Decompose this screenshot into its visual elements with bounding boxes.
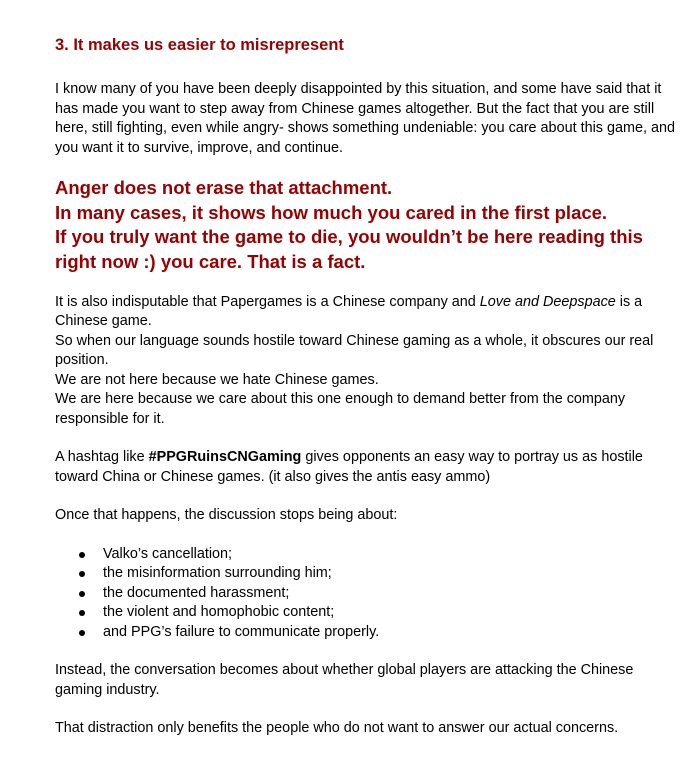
paragraph-instead: Instead, the conversation becomes about whether global players are attacking the Chinese gaming industry. — [55, 662, 634, 698]
paragraph-company — [55, 293, 680, 332]
paragraph-hashtag — [55, 448, 680, 487]
bullet-icon — [79, 591, 85, 597]
list-item-text: the documented harassment; — [103, 584, 290, 601]
text-segment: A hashtag like — [55, 449, 149, 466]
paragraph-care: We are here because we care about this one enough to demand better from the company responsible for it. — [55, 391, 626, 427]
emphasis-line-1: Anger does not erase that attachment. — [55, 177, 393, 198]
emphasis-line-2: In many cases, it shows how much you cared in the first place. — [55, 201, 608, 223]
hashtag: #PPGRuinsCNGaming — [148, 449, 302, 466]
text-segment: It is also indisputable that Papergames is a Chinese company and — [55, 293, 480, 310]
list-item — [55, 584, 680, 604]
paragraph-distraction: That distraction only benefits the people who do not want to answer our actual concerns. — [55, 720, 619, 737]
section-heading: 3. It makes us easier to misrepresent — [55, 36, 344, 54]
list-item-text: Valko’s cancellation; — [103, 545, 233, 562]
list-item — [55, 564, 680, 584]
emphasis-line-3: If you truly want the game to die, you wouldn’t be here reading this right now :) you care. That is a fact. — [55, 226, 643, 273]
paragraph-intro: I know many of you have been deeply disappointed by this situation, and some have said that it has made you want to step away from Chinese games altogether. But the fact that you are still here, still fighting, even while angry- shows something undeniable: you care about this game, and you want it to survive, improve, and continue. — [55, 81, 675, 156]
paragraph-language: So when our language sounds hostile toward Chinese gaming as a whole, it obscures our real position. — [55, 332, 654, 369]
bullet-icon — [79, 630, 85, 636]
text-segment: gives opponents an easy way to portray us as hostile toward China or Chinese games. (it also gives the antis easy ammo) — [55, 449, 643, 485]
paragraph-discussion: Once that happens, the discussion stops being about: — [55, 507, 398, 524]
list-item-text: the violent and homophobic content; — [103, 604, 335, 621]
list-item — [55, 623, 680, 643]
bullet-list — [55, 545, 680, 643]
list-item-text: the misinformation surrounding him; — [103, 565, 332, 582]
paragraph-not-hate: We are not here because we hate Chinese games. — [55, 371, 379, 388]
list-item-text: and PPG’s failure to communicate properly. — [103, 623, 380, 640]
list-item — [55, 545, 680, 565]
game-title: Love and Deepspace — [479, 293, 616, 310]
document-page — [55, 34, 680, 739]
list-item — [55, 603, 680, 623]
bullet-icon — [79, 610, 85, 616]
bullet-icon — [79, 571, 85, 577]
bullet-icon — [79, 552, 85, 558]
text-segment: is a Chinese game. — [55, 293, 643, 330]
